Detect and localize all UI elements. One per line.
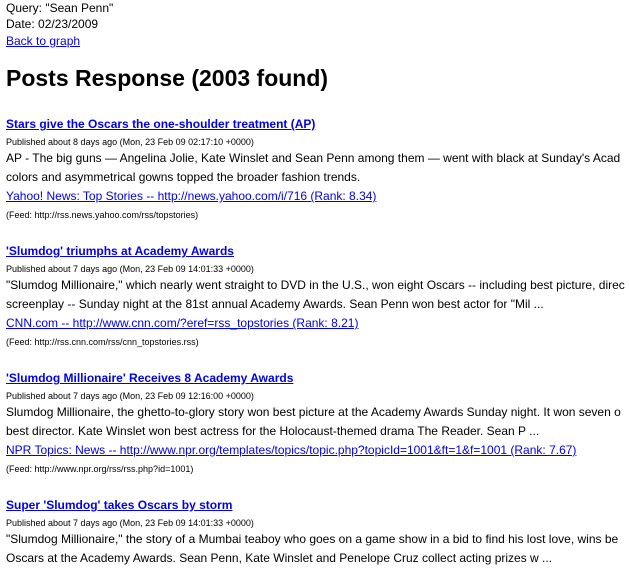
post-item xyxy=(6,369,629,496)
posts-list xyxy=(6,115,629,575)
post-summary-line: best director. Kate Winslet won best actress for the Holocaust-themed drama The Reader. Sean P ... xyxy=(6,424,540,438)
post-feed-url: (Feed: http://rss.cnn.com/rss/cnn_topstories.rss) xyxy=(6,337,199,347)
date-label: Date: 02/23/2009 xyxy=(6,17,99,31)
post-source-link[interactable]: Yahoo! News: Top Stories -- http://news.yahoo.com/i/716 (Rank: 8.34) xyxy=(6,189,377,203)
post-published-date: Published about 7 days ago (Mon, 23 Feb 09 14:01:33 +0000) xyxy=(6,264,254,274)
post-summary-line: AP - The big guns — Angelina Jolie, Kate Winslet and Sean Penn among them — went with black at Sunday's Acad xyxy=(6,151,621,165)
post-source-link[interactable]: NPR Topics: News -- http://www.npr.org/templates/topics/topic.php?topicId=1001&ft=1&f=1001 (Rank: 7.67) xyxy=(6,443,577,457)
results-page xyxy=(6,0,629,575)
post-item xyxy=(6,496,629,575)
post-summary xyxy=(6,403,629,441)
post-title-link[interactable]: 'Slumdog Millionaire' Receives 8 Academy Awards xyxy=(6,371,294,385)
back-to-graph-link[interactable]: Back to graph xyxy=(6,34,81,48)
post-summary xyxy=(6,530,629,568)
post-summary xyxy=(6,149,629,187)
post-feed-url: (Feed: http://www.npr.org/rss/rss.php?id=1001) xyxy=(6,464,194,474)
post-summary-line: screenplay -- Sunday night at the 81st annual Academy Awards. Sean Penn won best actor for "Mil ... xyxy=(6,297,544,311)
query-label: Query: "Sean Penn" xyxy=(6,1,114,15)
post-summary-line: colors and asymmetrical gowns topped the broader fashion trends. xyxy=(6,170,361,184)
post-title-link[interactable]: 'Slumdog' triumphs at Academy Awards xyxy=(6,244,234,258)
post-title-link[interactable]: Super 'Slumdog' takes Oscars by storm xyxy=(6,498,233,512)
post-summary-line: "Slumdog Millionaire," the story of a Mumbai teaboy who goes on a game show in a bid to find his lost love, wins be xyxy=(6,532,619,546)
post-published-date: Published about 8 days ago (Mon, 23 Feb 09 02:17:10 +0000) xyxy=(6,137,254,147)
post-item xyxy=(6,242,629,369)
post-feed-url: (Feed: http://rss.news.yahoo.com/rss/topstories) xyxy=(6,210,199,220)
post-summary-line: Slumdog Millionaire, the ghetto-to-glory story won best picture at the Academy Awards Sunday night. It won seven o xyxy=(6,405,621,419)
post-summary xyxy=(6,276,629,314)
post-published-date: Published about 7 days ago (Mon, 23 Feb 09 12:16:00 +0000) xyxy=(6,391,254,401)
post-published-date: Published about 7 days ago (Mon, 23 Feb 09 14:01:33 +0000) xyxy=(6,518,254,528)
post-item xyxy=(6,115,629,242)
post-summary-line: Oscars at the Academy Awards. Sean Penn, Kate Winslet and Penelope Cruz collect acting prizes w ... xyxy=(6,551,553,565)
post-summary-line: "Slumdog Millionaire," which nearly went straight to DVD in the U.S., won eight Oscars -- including best picture, direc xyxy=(6,278,625,292)
page-title: Posts Response (2003 found) xyxy=(6,65,329,91)
post-source-link[interactable]: CNN.com -- http://www.cnn.com/?eref=rss_topstories (Rank: 8.21) xyxy=(6,316,359,330)
post-title-link[interactable]: Stars give the Oscars the one-shoulder treatment (AP) xyxy=(6,117,316,131)
